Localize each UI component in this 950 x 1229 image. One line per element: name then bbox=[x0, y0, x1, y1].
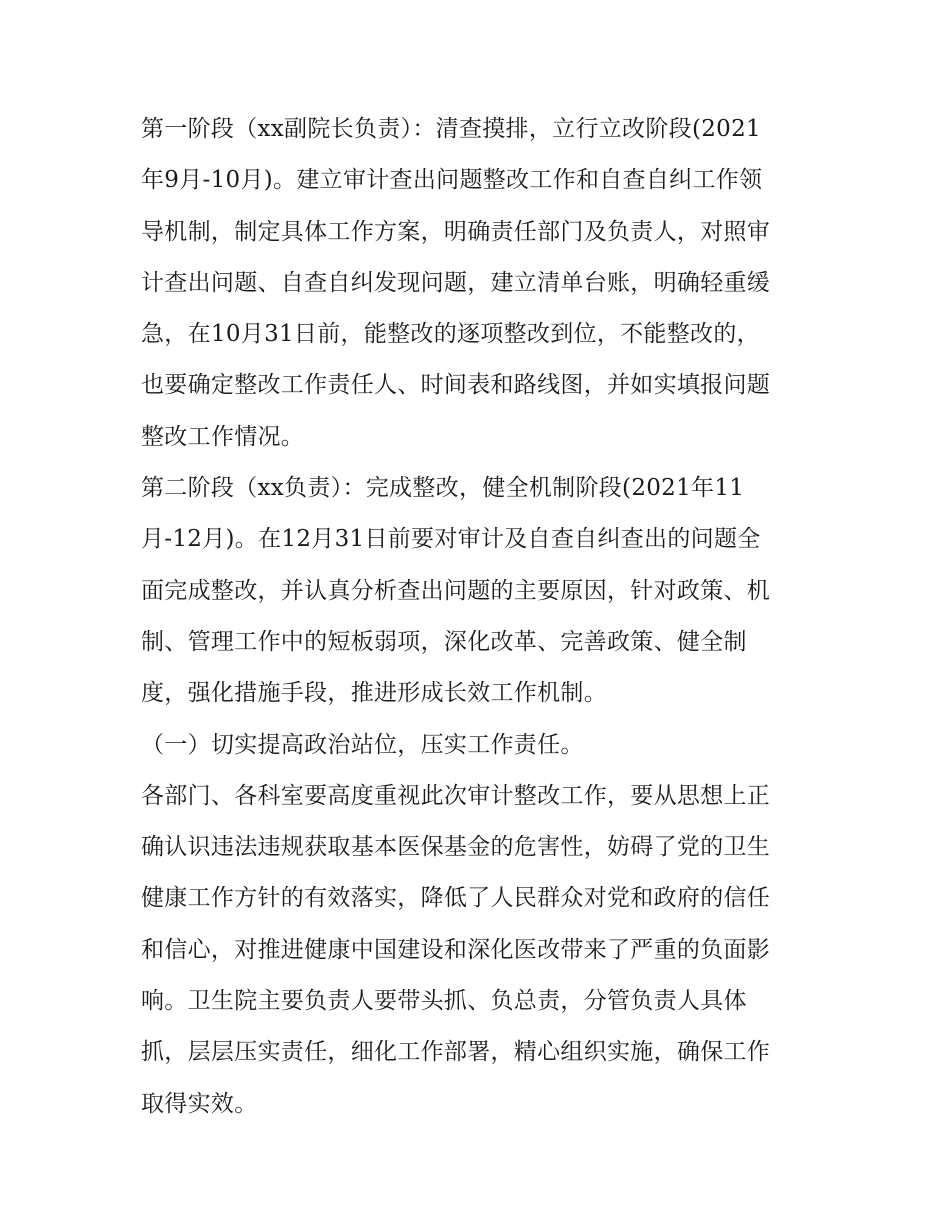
text-line: 和信心，对推进健康中国建设和深化医改带来了严重的负面影 bbox=[141, 936, 771, 963]
text-line: 取得实效。 bbox=[141, 1090, 258, 1117]
text-line: 制、管理工作中的短板弱项，深化改革、完善政策、健全制 bbox=[141, 628, 747, 655]
text-line: 各部门、各科室要高度重视此次审计整改工作，要从思想上正 bbox=[141, 782, 771, 809]
document-body bbox=[141, 104, 813, 1130]
text-line: 面完成整改，并认真分析查出问题的主要原因，针对政策、机 bbox=[141, 577, 771, 604]
text-line: 整改工作情况。 bbox=[141, 423, 305, 450]
text-line: 抓，层层压实责任，细化工作部署，精心组织实施，确保工作 bbox=[141, 1039, 771, 1066]
text-line: 计查出问题、自查自纠发现问题，建立清单台账，明确轻重缓 bbox=[141, 269, 771, 296]
section-heading: （一）切实提高政治站位，压实工作责任。 bbox=[141, 731, 584, 758]
text-line: 第一阶段（xx副院长负责）：清查摸排，立行立改阶段(2021 bbox=[141, 116, 761, 142]
text-line: 年9月-10月)。建立审计查出问题整改工作和自查自纠工作领 bbox=[141, 167, 763, 194]
text-line: 确认识违法违规获取基本医保基金的危害性，妨碍了党的卫生 bbox=[141, 834, 771, 861]
text-line: 也要确定整改工作责任人、时间表和路线图，并如实填报问题 bbox=[141, 372, 771, 399]
text-line: 健康工作方针的有效落实，降低了人民群众对党和政府的信任 bbox=[141, 885, 771, 912]
text-line: 度，强化措施手段，推进形成长效工作机制。 bbox=[141, 680, 607, 707]
text-line: 导机制，制定具体工作方案，明确责任部门及负责人，对照审 bbox=[141, 218, 771, 245]
text-line: 第二阶段（xx负责）：完成整改，健全机制阶段(2021年11 bbox=[141, 475, 745, 502]
text-line: 响。卫生院主要负责人要带头抓、负总责，分管负责人具体 bbox=[141, 988, 747, 1015]
text-line: 月-12月)。在12月31日前要对审计及自查自纠查出的问题全 bbox=[141, 526, 761, 553]
text-line: 急，在10月31日前，能整改的逐项整改到位，不能整改的， bbox=[141, 321, 760, 348]
